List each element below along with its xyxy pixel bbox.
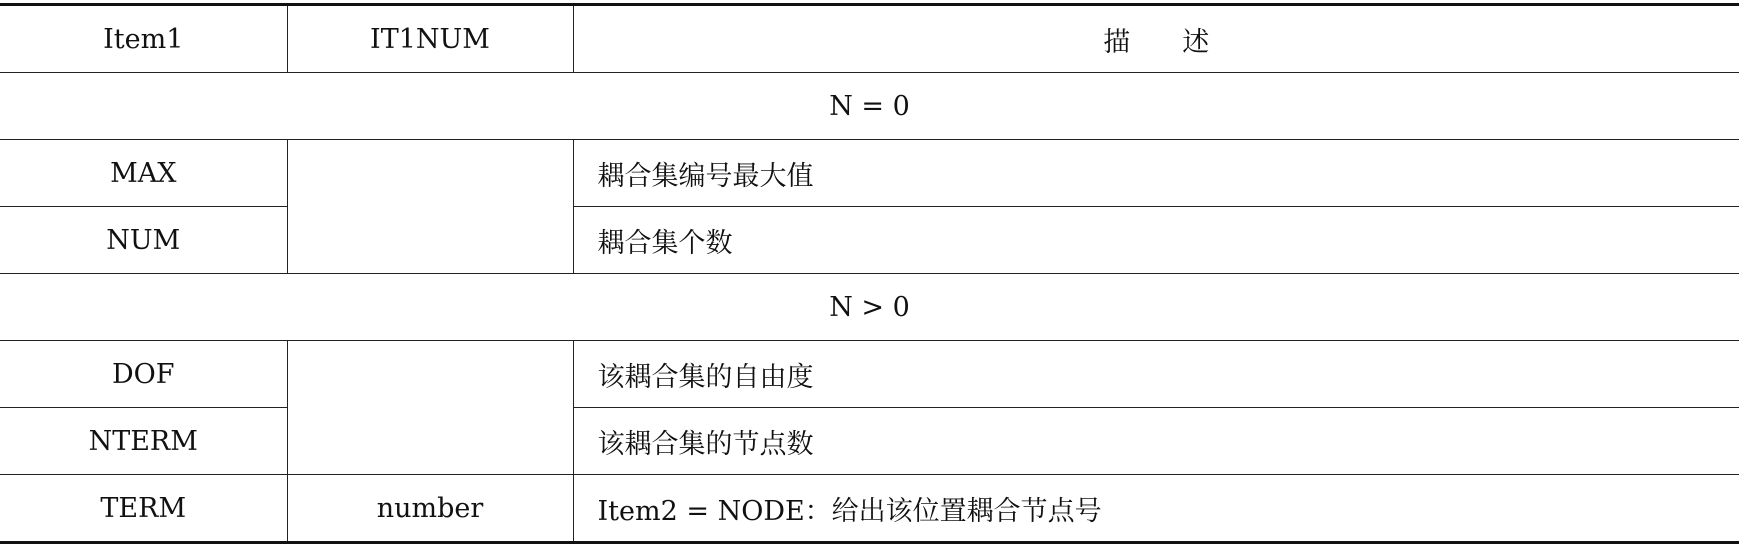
header-description-char1: 描 (1103, 26, 1131, 58)
section-label: N > 0 (0, 274, 1739, 341)
section-row-n-eq-0 (0, 73, 1739, 140)
description-cell: 该耦合集的自由度 (573, 341, 1739, 408)
table-row (0, 140, 1739, 207)
it1num-cell (287, 341, 573, 475)
it1num-cell: number (287, 475, 573, 543)
item-cell: NTERM (0, 408, 287, 475)
item-cell: MAX (0, 140, 287, 207)
description-cell: 耦合集个数 (573, 207, 1739, 274)
table-row (0, 341, 1739, 408)
section-row-n-gt-0 (0, 274, 1739, 341)
item-cell: TERM (0, 475, 287, 543)
description-cell: Item2 = NODE：给出该位置耦合节点号 (573, 475, 1739, 543)
table-row (0, 207, 1739, 274)
description-cell: 耦合集编号最大值 (573, 140, 1739, 207)
item-cell: NUM (0, 207, 287, 274)
header-item1: Item1 (0, 5, 287, 73)
section-label: N = 0 (0, 73, 1739, 140)
header-it1num: IT1NUM (287, 5, 573, 73)
it1num-cell (287, 140, 573, 274)
header-description-char2: 述 (1182, 26, 1210, 58)
parameter-table (0, 3, 1739, 544)
item-cell: DOF (0, 341, 287, 408)
header-row (0, 5, 1739, 73)
table-row (0, 475, 1739, 543)
description-cell: 该耦合集的节点数 (573, 408, 1739, 475)
table-row (0, 408, 1739, 475)
header-description (573, 5, 1739, 73)
